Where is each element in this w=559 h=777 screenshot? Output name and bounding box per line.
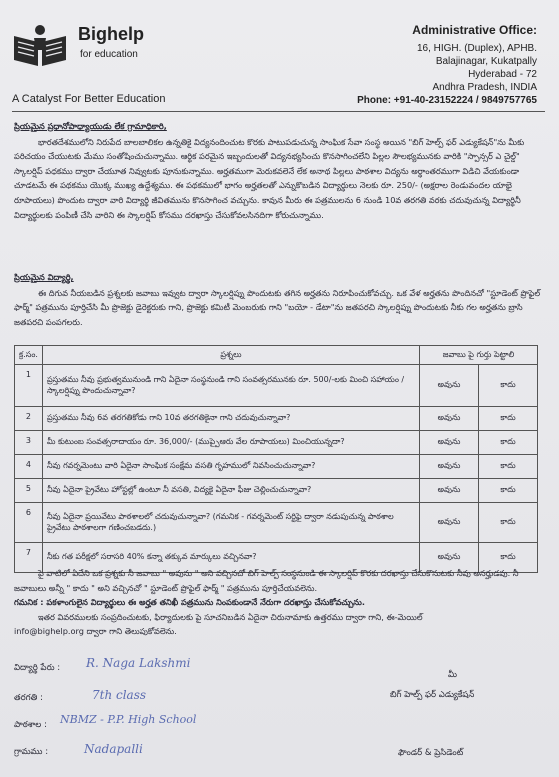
brand-subtitle: for education <box>80 49 138 60</box>
letter-intro <box>14 119 545 222</box>
student-paragraph: ఈ దిగువ నీయబడిన ప్రశ్నలకు జవాబు ఇవ్వుట ద్వారా స్కాలర్షిప్ను పొందుటకు తగిన అర్హతను నిరూపించుకోవచ్చు. ఒక వేళ అర్హతను పొందినచో "స్టూడెంట్ ప్రొఫైల్ ఫార్మ్" పత్రమును పూర్తిచేసి మీ ప్రొజెక్టు డైరెక్టరుకు గాని, ప్రొజెక్టు కమిటీ మెంబరుకు గాని "బయో - డేటా"ను జతపరచి స్కాలర్షిప్ను పొందుటకు నీకు గల అర్హతను బ్రాసి జతపరచి పంపగలరు. <box>14 287 541 327</box>
address-line: 16, HIGH. (Duplex), APHB. <box>416 43 537 54</box>
value-class[interactable]: 7th class <box>92 688 147 702</box>
row-question: నీకు గత పరీక్షలో సరాసరి 40% కన్నా తక్కువ మార్కులు వచ్చినవా? <box>42 543 419 573</box>
row-question: ప్రస్తుతము నీవు 6వ తరగతికోడు గాని 10వ తరగతికైనా గాని చదువుచున్నావా? <box>42 407 419 431</box>
row-question: ప్రస్తుతము నీవు ప్రభుత్వమునుండి గాని ఏదైనా సంస్థనుండి గాని సంవత్సరమునకు రూ. 500/-లకు మించి సహాయం / స్కాలర్షిప్ను పొందుచున్నావా? <box>42 365 419 407</box>
row-number: 4 <box>15 455 43 479</box>
no-option[interactable]: కాదు <box>479 431 538 455</box>
table-row <box>15 365 538 407</box>
row-question: నీవు గవర్నమెంటు వారి ఏదైనా సాంఘిక సంక్షేమ వసతి గృహములో నివసించుచున్నావా? <box>42 455 419 479</box>
office-address <box>357 24 537 107</box>
row-number: 6 <box>15 503 43 543</box>
eligibility-table <box>14 345 538 573</box>
table-row <box>15 431 538 455</box>
phone-line: Phone: +91-40-23152224 / 9849757765 <box>357 95 537 106</box>
no-option[interactable]: కాదు <box>479 503 538 543</box>
no-option[interactable]: కాదు <box>479 365 538 407</box>
yes-option[interactable]: అవును <box>420 503 479 543</box>
signoff-title: ఫౌండర్ & ప్రెసిడెంట్ <box>398 748 464 758</box>
address-line: Hyderabad - 72 <box>468 69 537 80</box>
header-questions: ప్రశ్నలు <box>42 346 419 365</box>
label-class: తరగతి : <box>14 693 43 703</box>
yes-option[interactable]: అవును <box>420 365 479 407</box>
closing-text <box>14 566 545 639</box>
salutation-headmaster: ప్రియమైన ప్రధానోపాధ్యాయుడు లేక గ్రామాధికారి, <box>14 121 167 131</box>
bighelp-logo-icon <box>12 22 68 70</box>
label-school: పాఠశాల : <box>14 720 47 730</box>
row-number: 5 <box>15 479 43 503</box>
no-option[interactable]: కాదు <box>479 479 538 503</box>
header-answer: జవాబు పై గుర్తు పెట్టాలి <box>420 346 538 365</box>
note-line: గమనిక : పకళాంగులైన విద్యార్థులు ఈ అర్హత తనిఖీ పత్రమును నింపకుండానే నేరుగా దరఖాస్తు చేసుకోవచ్చును. <box>14 597 365 608</box>
email-line: info@bighelp.org ద్వారా గాని తెలుపుకోవలెను. <box>14 626 177 637</box>
row-question: నీవు ఏదైనా ప్రయివేటు పాఠశాలలో చదువుచున్నావా? (గమనిక - గవర్నమెంట్ సర్టిఫై ద్వారా నడుపుచున్న పాఠశాల ప్రైవేటు పాఠశాలగా గణించబడదు.) <box>42 503 419 543</box>
header-divider <box>12 111 545 112</box>
table-row <box>15 407 538 431</box>
no-option[interactable]: కాదు <box>479 455 538 479</box>
value-village[interactable]: Nadapalli <box>84 742 143 756</box>
address-line: Balajinagar, Kukatpally <box>435 56 537 67</box>
row-number: 1 <box>15 365 43 407</box>
salutation-student: ప్రియమైన విద్యార్థి, <box>14 272 74 282</box>
row-question: మీ కుటుంబ సంవత్సరాదాయం రూ. 36,000/- (ముప్పైఆరు వేల రూపాయలు) మించియున్నదా? <box>42 431 419 455</box>
yes-option[interactable]: అవును <box>420 543 479 573</box>
tagline: A Catalyst For Better Education <box>12 93 166 105</box>
signoff-org: బిగ్ హెల్ప్ ఫర్ ఎడ్యుకేషన్ <box>390 690 475 700</box>
no-option[interactable]: కాదు <box>479 407 538 431</box>
eligibility-result-paragraph: పై వాటిలో ఏదేని ఒక ప్రశ్నకు నీ జవాబు " అవును " అని వచ్చినచో బిగ్ హెల్ప్ సంస్థనుండి ఈ స్కాలర్షిప్ కొరకు దరఖాస్తు చేసుకొనుటకు నీవు అనర్హుడవు. నీ జవాబులు అన్నీ " కాదు " అని వచ్చినచో " స్టూడెంట్ ప్రొఫైల్ ఫార్మ్ " పత్రమును పూర్తిచేయవలెను. <box>14 568 519 593</box>
value-school[interactable]: NBMZ - P.P. High School <box>60 713 197 726</box>
brand-name: Bighelp <box>78 24 144 44</box>
label-student-name: విద్యార్థి పేరు : <box>14 663 61 673</box>
value-student-name[interactable]: R. Naga Lakshmi <box>86 656 191 670</box>
yes-option[interactable]: అవును <box>420 455 479 479</box>
intro-paragraph: భారతదేశములోని నిరుపేద బాలబాలికల ఉన్నతికై విద్యనందించుట కొరకు పాటుపడుచున్న సాంఘిక సేవా సంస్థ అయిన "బిగ్ హెల్ప్ ఫర్ ఎడ్యుకేషన్"ను మీకు పరిచయం చేయుటకు మేము సంతోషించుచున్నాము. ఆర్థిక పరమైన ఇబ్బందులతో విద్యనభ్యసించు కొనసాగించలేని పిల్లల సౌలభ్యమునకు వారికి "స్పాన్సర్ ఎ చైల్డ్" స్కాలర్షిప్ పధకము ద్వారా చేయూత నివ్వుటకు పూనుకున్నాము. అర్హతముగా మెరుకవలెనే లేక అనాథ పిల్లలు పాఠశాల విద్యను అర్థాంతరముగా విడిచి వేయకుండా చూడటమే ఈ పథకము యొక్క ముఖ్య ఉద్దేశ్యము. ఈ పథకములో భాగం అర్హతలతో ఎన్నుకొబడిన విద్యార్థులు నెలకు రూ. 250/- (అక్షరాల రెండువందల యాభై రూపాయలు) పొందుట ద్వారా వారి విద్యార్థి జీవితమును కొనసాగించ వచ్చును. కావున మీరు ఈ పత్రములను 6 నుండి 10వ తరగతి వరకు చదువుచున్న విద్యార్థినీ విద్యార్థులకు పంపిణీ చేసి వారిని ఈ స్కాలర్షిప్ కోసము దరఖాస్తు చేసుకోవలసినదిగా కోరుచున్నాము. <box>14 136 525 220</box>
table-header-row <box>15 346 538 365</box>
row-number: 3 <box>15 431 43 455</box>
table-row <box>15 479 538 503</box>
yes-option[interactable]: అవును <box>420 407 479 431</box>
label-village: గ్రామము : <box>14 747 49 757</box>
header-serial: క్ర.సం. <box>15 346 43 365</box>
office-title: Administrative Office: <box>412 23 537 37</box>
contact-paragraph: ఇతర వివరములకు సంప్రదించుటకు, ఫిర్యాదులకు పై సూచనిబడిన ఏదైనా చిరునామాకు ఉత్తరము ద్వారా గాని, ఈ-మెయిల్ <box>38 611 423 622</box>
row-number: 2 <box>15 407 43 431</box>
student-intro <box>14 270 545 329</box>
yes-option[interactable]: అవును <box>420 479 479 503</box>
no-option[interactable]: కాదు <box>479 543 538 573</box>
address-line: Andhra Pradesh, INDIA <box>432 82 537 93</box>
signoff-yours: మీ <box>448 670 457 680</box>
table-row <box>15 455 538 479</box>
row-number: 7 <box>15 543 43 573</box>
row-question: నీవు ఏదైనా ప్రైవేటు హోస్టల్లో ఉంటూ నీ వసతి, విద్యకై ఏదైనా ఫీజు చెల్లించుచున్నావా? <box>42 479 419 503</box>
yes-option[interactable]: అవును <box>420 431 479 455</box>
table-row <box>15 503 538 543</box>
